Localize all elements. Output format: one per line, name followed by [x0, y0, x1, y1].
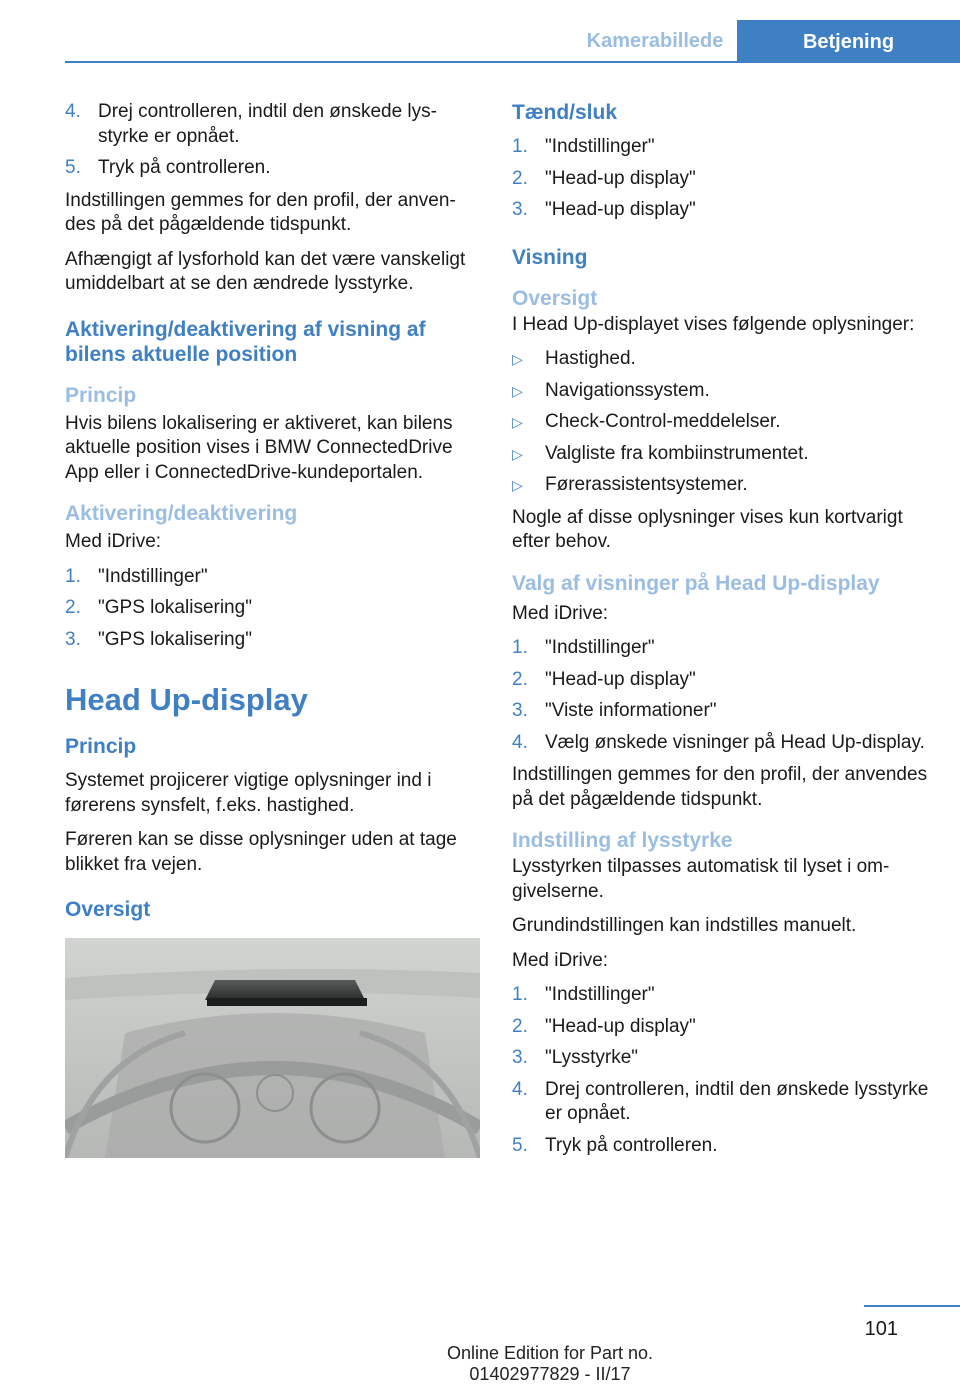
idrive-label: Med iDrive: — [512, 602, 609, 624]
header-section-tab: Kamerabillede — [586, 30, 724, 52]
list-marker: 3. — [512, 199, 528, 220]
list-text: "Indstillinger" — [545, 637, 655, 658]
list-text: "Indstillinger" — [545, 984, 655, 1005]
list-item — [512, 983, 932, 1008]
left-column — [65, 100, 480, 1158]
heading-visning: Visning — [512, 245, 588, 269]
subheading-aktivering: Aktivering/deaktivering — [65, 502, 298, 525]
steps-list-taend — [512, 135, 932, 223]
list-marker: 1. — [512, 637, 528, 658]
list-marker: ▷ — [512, 382, 523, 399]
list-item — [512, 379, 932, 404]
subheading-princip: Princip — [65, 383, 137, 407]
list-item — [512, 731, 932, 756]
list-item — [512, 198, 932, 223]
list-marker: 1. — [512, 984, 528, 1005]
paragraph: Grundindstillingen kan indstilles manuelt. — [512, 915, 857, 936]
list-item — [65, 596, 480, 621]
paragraph: I Head Up-displayet vises følgende oplysninger: — [512, 313, 915, 335]
list-text: Førerassistentsystemer. — [545, 474, 748, 495]
list-text: Valgliste fra kombiinstrumentet. — [545, 442, 809, 464]
list-text: Vælg ønskede visninger på Head Up-display. — [545, 731, 925, 753]
list-marker: ▷ — [512, 445, 523, 462]
list-marker: 3. — [512, 700, 528, 721]
list-item — [512, 1015, 932, 1040]
paragraph: Lysstyrken tilpasses automatisk til lyset i omgivelserne. — [512, 856, 890, 902]
idrive-label: Med iDrive: — [512, 949, 609, 971]
list-item — [65, 628, 480, 653]
list-marker: 3. — [65, 628, 81, 650]
list-text: Check-Control-meddelelser. — [545, 411, 781, 432]
heading-head-up-display: Head Up-display — [65, 682, 308, 717]
list-marker: 1. — [512, 136, 528, 157]
steps-list-gps — [65, 565, 480, 653]
steps-list-top — [65, 100, 480, 181]
list-marker: ▷ — [512, 414, 523, 430]
list-text: "Head-up display" — [545, 668, 696, 690]
page-number: 101 — [864, 1318, 898, 1340]
list-item — [65, 156, 480, 181]
list-item — [512, 347, 932, 372]
header-rule — [65, 61, 960, 63]
paragraph: Indstillingen gemmes for den profil, der anvendes på det pågældende tidspunkt. — [512, 764, 928, 810]
heading-position: Aktivering/deaktivering af visning af bilens aktuelle position — [65, 317, 426, 366]
list-item — [512, 442, 932, 467]
list-text: Navigationssystem. — [545, 379, 710, 401]
paragraph: Afhængigt af lysforhold kan det være vanskeligt umiddelbart at se den ændrede lysstyrke. — [65, 248, 466, 294]
header-chapter-tab: Betjening — [737, 20, 960, 61]
list-marker: 2. — [512, 167, 528, 189]
list-marker: ▷ — [512, 477, 523, 493]
list-marker: 4. — [512, 731, 528, 753]
list-marker: 1. — [65, 565, 81, 587]
list-text: "Viste informationer" — [545, 700, 717, 721]
list-item — [512, 473, 932, 498]
list-text: "Lysstyrke" — [545, 1047, 639, 1068]
list-item — [512, 410, 932, 435]
list-marker: 4. — [512, 1078, 528, 1100]
list-item — [512, 1046, 932, 1071]
paragraph: Hvis bilens lokalisering er aktiveret, kan bilens aktuelle position vises i BMW ConnectedDrive App eller i ConnectedDrive-kundeportalen. — [65, 412, 453, 483]
list-marker: 4. — [65, 101, 81, 122]
list-text: Drej controlleren, indtil den ønskede lysstyrke er opnået. — [545, 1078, 929, 1124]
list-text: Tryk på controlleren. — [98, 157, 271, 178]
list-text: "Head-up display" — [545, 1015, 696, 1037]
subheading-lysstyrke: Indstilling af lysstyrke — [512, 829, 733, 852]
list-marker: 2. — [65, 597, 81, 618]
steps-list-valg — [512, 636, 932, 755]
paragraph: Indstillingen gemmes for den profil, der anvendes på det pågældende tidspunkt. — [65, 189, 456, 235]
list-text: "Head-up display" — [545, 167, 696, 189]
dashboard-image — [65, 938, 480, 1158]
list-item — [512, 1134, 932, 1159]
list-item — [512, 167, 932, 192]
list-item — [512, 1078, 932, 1127]
paragraph: Nogle af disse oplysninger vises kun kortvarigt efter behov. — [512, 506, 903, 552]
list-marker: 5. — [65, 157, 81, 178]
heading-taend-sluk: Tænd/sluk — [512, 101, 618, 124]
list-text: "GPS lokalisering" — [98, 628, 252, 650]
list-item — [65, 565, 480, 590]
list-text: "Indstillinger" — [545, 136, 655, 157]
footer-rule — [864, 1305, 960, 1307]
list-text: "Indstillinger" — [98, 565, 208, 587]
list-item — [512, 135, 932, 160]
list-text: Tryk på controlleren. — [545, 1134, 718, 1156]
right-column — [512, 100, 932, 1166]
list-item — [512, 668, 932, 693]
list-marker: 3. — [512, 1047, 528, 1068]
list-marker: 2. — [512, 668, 528, 690]
paragraph: Systemet projicerer vigtige oplysninger ind i førerens synsfelt, f.eks. hastighed. — [65, 770, 432, 816]
list-marker: ▷ — [512, 351, 523, 367]
list-text: Drej controlleren, indtil den ønskede lysstyrke er opnået. — [98, 101, 437, 147]
subheading-oversigt: Oversigt — [512, 286, 598, 310]
list-item — [65, 100, 480, 149]
paragraph: Føreren kan se disse oplysninger uden at tage blikket fra vejen. — [65, 829, 457, 875]
idrive-label: Med iDrive: — [65, 531, 162, 552]
list-marker: 2. — [512, 1015, 528, 1037]
edition-note: Online Edition for Part no. 01402977829 - II/17 — [446, 1343, 654, 1384]
bullet-list — [512, 347, 932, 498]
heading-oversigt: Oversigt — [65, 898, 151, 921]
list-text: Hastighed. — [545, 348, 636, 369]
head-up-display-illustration — [65, 938, 480, 1158]
steps-list-lys — [512, 983, 932, 1158]
list-item — [512, 699, 932, 724]
list-marker: 5. — [512, 1134, 528, 1156]
list-text: "GPS lokalisering" — [98, 597, 252, 618]
list-item — [512, 636, 932, 661]
subheading-valg: Valg af visninger på Head Up-display — [512, 571, 880, 595]
heading-princip: Princip — [65, 735, 137, 758]
list-text: "Head-up display" — [545, 199, 696, 220]
